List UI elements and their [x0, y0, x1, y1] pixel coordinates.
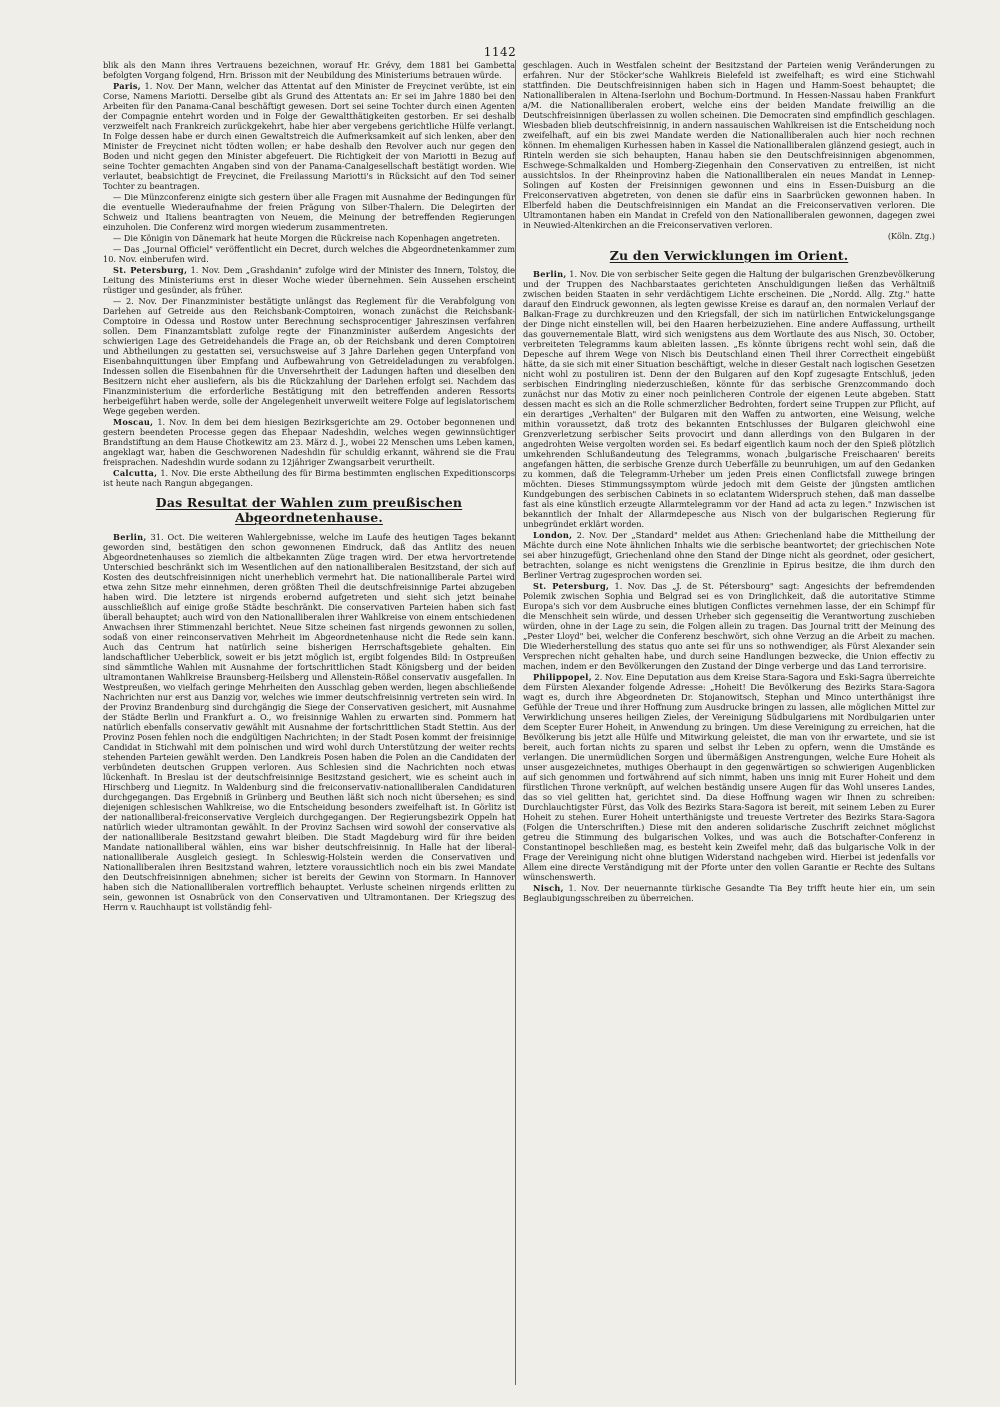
dateline: Paris, [113, 81, 141, 91]
paragraph-text: — Das „Journal Officiel" veröffentlicht ein Decret, durch welches die Abgeordnetenkammer zum 10. Nov. einberufen wird. [103, 244, 515, 264]
dateline: Philippopel, [533, 672, 592, 683]
section-heading: Zu den Verwicklungen im Orient. [609, 248, 849, 263]
paragraph-text: 1. Nov. Die erste Abtheilung des für Birma bestimmten englischen Expeditionscorps ist heute nach Rangun abgegangen. [103, 468, 515, 488]
dateline: Nisch, [533, 883, 564, 894]
news-paragraph [523, 530, 935, 580]
dateline: St. Petersburg, [113, 265, 188, 275]
dateline: Berlin, [533, 269, 567, 280]
paragraph-text: 1. Nov. Das „J. de St. Pétersbourg" sagt: Angesichts der befremdenden Polemik zwischen Sophia und Belgrad sei es von Dringlichkeit, daß die autoritative Stimme Europa's sich vor dem Ausbruche eines blutigen Conflictes vernehmen lasse, der ein Schimpf für die Menschheit sein würde, und dessen Urheber sich gegenseitig die Verantwortung zuschieben würden, ohne in der Lage zu sein, die Folgen allein zu tragen. Das Journal tritt der Meinung des „Pester Lloyd" bei, welcher die Conferenz beschwört, sich ohne Verzug an die Arbeit zu machen. Die Wiederherstellung des status quo ante sei für uns so nothwendiger, als Fürst Alexander sein Versprechen nicht gehalten habe, und durch seine Handlungen bezwecke, die Union effectiv zu machen, indem er den Bevölkerungen den Zustand der Dinge verberge und das Land terrorisire. [523, 581, 935, 672]
left-column [103, 60, 515, 1384]
news-paragraph [103, 244, 515, 264]
news-paragraph [523, 60, 935, 230]
paragraph-text: blik als den Mann ihres Vertrauens bezeichnen, worauf Hr. Grévy, dem 1881 bei Gambetta befolgten Vorgang folgend, Hrn. Brisson mit der Neubildung des Ministeriums betrauen würde. [103, 60, 515, 80]
paragraph-text: 1. Nov. Der neuernannte türkische Gesandte Tia Bey trifft heute hier ein, um sein Beglaubigungsschreiben zu überreichen. [523, 883, 935, 904]
paragraph-text: 2. Nov. Eine Deputation aus dem Kreise Stara-Sagora und Eski-Sagra überreichte dem Fürsten Alexander folgende Adresse: „Hoheit! Die Bevölkerung des Bezirks Stara-Sagora wagt es, durch ihre Abgeordneten Dr. Stojanowitsch, Stephan und Minco unterthänigst ihre Gefühle der Treue und ihrer Hoffnung zum Ausdrucke bringen zu lassen, alle möglichen Mittel zur Verwirklichung unseres heiligen Zieles, der Vereinigung Südbulgariens mit Nordbulgarien unter dem Scepter Eurer Hoheit, in Anwendung zu bringen. Um diese Vereinigung zu erreichen, hat die Bevölkerung bis jetzt alle Hülfe und Mitwirkung geleistet, die man von ihr erwartete, und sie ist bereit, auch fortan nichts zu sparen und selbst ihr Leben zu opfern, wenn die Umstände es verlangen. Die unermüdlichen Sorgen und übermäßigen Anstrengungen, welche Eure Hoheit als unser ausgezeichnetes, muthiges Oberhaupt in den gegenwärtigen so schwierigen Augenblicken auf sich genommen und fortwährend auf sich nimmt, haben uns innig mit Eurer Hoheit und dem fürstlichen Throne verknüpft, auf welchen beständig unsere Augen für das Wohl unseres Landes, das so viel gelitten hat, gerichtet sind. Da diese Hoffnung wagen wir Ihnen zu schreiben: Durchlauchtigster Fürst, das Volk des Bezirks Stara-Sagora ist bereit, mit seinem Leben zu Eurer Hoheit zu stehen. Eurer Hoheit unterthänigste und treueste Vertreter des Bezirks Stara-Sagora (Folgen die Unterschriften.) Diese mit den anderen solidarische Zuschrift zeichnet möglichst getreu die Stimmung des bulgarischen Volkes, und was auch die Botschafter-Conferenz in Constantinopel beschließen mag, es besteht kein Zweifel mehr, daß das bulgarische Volk in der Frage der Vereinigung nicht ohne blutigen Widerstand nachgeben wird. Hierbei ist jedenfalls vor Allem eine directe Verständigung mit der Pforte unter den vollen Garantie er Rechte des Sultans wünschenswerth. [523, 672, 935, 883]
news-paragraph [103, 532, 515, 912]
column-divider [515, 60, 516, 1385]
dateline: Berlin, [113, 531, 147, 542]
news-paragraph [103, 192, 515, 232]
dateline: Calcutta, [113, 468, 158, 478]
paragraph-text: 2. Nov. Der „Standard" meldet aus Athen: Griechenland habe die Mittheilung der Mächte durch eine Note ähnlichen Inhalts wie die serbische beantwortet; der griechischen Note sei aber hinzugefügt, Griechenland ohne den Stand der Dinge nicht als geordnet, oder gesichert, betrachten, solange es nicht wenigstens die Grenzlinie in Epirus besitze, die ihm durch den Berliner Vertrag zugesprochen worden sei. [523, 530, 935, 581]
dateline: London, [533, 530, 573, 541]
paragraph-text: 1. Nov. Die von serbischer Seite gegen die Haltung der bulgarischen Grenzbevölkerung und der Truppen des Nachbarstaates gerichteten Anschuldigungen ließen das Verhältniß zwischen beiden Staaten in sehr verdächtigem Lichte erscheinen. Die „Nordd. Allg. Ztg." hatte darauf den Eindruck gewonnen, als legten gewisse Kreise es darauf an, den normalen Verlauf der Balkan-Frage zu durchkreuzen und den Kriegsfall, der sich im natürlichen Entwickelungsgange der Dinge nicht einstellen will, bei den Haaren herbeizuziehen. Eine andere Auffassung, urtheilt das gouvernementale Blatt, wird sich wenigstens aus dem Wortlaute des aus Nisch, 30. October, verbreiteten Telegramms kaum ableiten lassen. „Es könnte übrigens recht wohl sein, daß die Depesche auf ihrem Wege von Nisch bis Deutschland einen Theil ihrer Correctheit eingebüßt hätte, da sie sich mit einer Situation beschäftigt, welche in dieser Gestalt nach logischen Gesetzen nicht wohl zu postuliren ist. Denn der den Bulgaren auf den Kopf zugesagte Entschluß, jeden serbischen Eindringling niederzuschießen, könnte für das serbische Grenzcommando doch zunächst nur das Motiv zu einer noch peinlicheren Controle der eigenen Leute abgeben. Statt dessen macht es sich an die Rolle schmerzlicher Bedrohten, fordert seine Truppen zur Pflicht, auf ein derartiges „Verhalten" der Bulgaren mit den Waffen zu antworten, eine Weisung, welche mithin voraussetzt, daß trotz des bekannten Entschlusses der Bulgaren gleichwohl eine Grenzverletzung serbischer Seits provocirt und dann allerdings von den Bulgaren in der angedrohten Weise vergolten worden sei. Es bedarf eigentlich kaum noch der den Spieß plötzlich umkehrenden Schlußandeutung des Telegramms, wonach ‚bulgarische Freischaaren' bereits angefangen hätten, die serbische Grenze durch Ueberfälle zu beunruhigen, um auf den Gedanken zu kommen, daß die Telegramm-Urheber um jeden Preis einen Conflictsfall zuwege bringen möchten. Dieses Stimmungssymptom würde jedoch mit dem Geiste der jüngsten amtlichen Kundgebungen des serbischen Cabinets in so eclatantem Widerspruch stehen, daß man dasselbe fast als eine künstlich erzeugte Allarmtelegramm vor der Hand ad acta zu legen." Inzwischen ist bekanntlich der Inhalt der Allarmdepesche aus Nisch von der bulgarischen Regierung für unbegründet erklärt worden. [523, 269, 935, 530]
news-paragraph [103, 81, 515, 191]
dateline: St. Petersburg, [533, 581, 610, 592]
paragraph-text: — Die Münzconferenz einigte sich gestern über alle Fragen mit Ausnahme der Bedingungen für die eventuelle Wiederaufnahme der freien Prägung von Silber-Thalern. Die Delegirten der Schweiz und Italiens beantragten von Neuem, die Meinung der betreffenden Regierungen einzuholen. Die Conferenz wird morgen wiederum zusammentreten. [103, 192, 515, 232]
news-paragraph [103, 468, 515, 488]
source-citation: (Köln. Ztg.) [887, 231, 935, 241]
news-paragraph [103, 233, 515, 243]
dateline: Moscau, [113, 417, 154, 427]
paragraph-text: — 2. Nov. Der Finanzminister bestätigte unlängst das Reglement für die Verabfolgung von Darlehen auf Getreide aus den Reichsbank-Comptoiren, wonach zunächst die Reichsbank-Comptoire in Odessa und Rostow unter Berechnung sechsprocentiger Jahreszinsen verfahren sollen. Dem Finanzamtsblatt zufolge regte der Finanzminister außerdem Angesichts der schwierigen Lage des Getreidehandels die Frage an, ob der Reichsbank und deren Comptoiren und Abtheilungen zu gestatten sei, versuchsweise auf 3 Jahre Darlehen gegen Unterpfand von Eisenbahnquittungen über Empfang und Aufbewahrung von Getreideladungen zu verabfolgen. Indessen sollen die Eisenbahnen für die Unversehrtheit der Ladungen haften und dieselben den Besitzern nicht eher ausliefern, als bis die Rückzahlung der Darlehen erfolgt sei. Nachdem das Finanzministerium die erforderliche Bestätigung mit den betreffenden anderen Ressorts herbeigeführt haben werde, solle der Angelegenheit unverweilt weitere Folge auf legislatorischem Wege gegeben werden. [103, 296, 515, 416]
news-paragraph [523, 883, 935, 903]
news-paragraph [103, 60, 515, 80]
news-paragraph [103, 417, 515, 467]
paragraph-text: 1. Nov. Der Mann, welcher das Attentat auf den Minister de Freycinet verübte, ist ein Corse, Namens Mariotti. Derselbe gibt als Grund des Attentats an: Er sei im Jahre 1880 bei den Arbeiten für den Panama-Canal beschäftigt gewesen. Dort sei seine Tochter durch einen Agenten der Compagnie entehrt worden und in Folge der Gewaltthätigkeiten gestorben. Er sei deshalb verzweifelt nach Frankreich zurückgekehrt, habe hier aber vergebens gerichtliche Hülfe verlangt. In Folge dessen habe er durch einen Gewaltstreich die Aufmerksamkeit auf sich lenken, aber den Minister de Freycinet nicht tödten wollen; er habe deshalb den Revolver auch nur gegen den Boden und nicht gegen den Minister abgefeuert. Die Richtigkeit der von Mariotti in Bezug auf seine Tochter gemachten Angaben sind von der Panama-Canalgesellschaft bestätigt worden. Wie verlautet, beabsichtigt de Freycinet, die Freilassung Mariotti's in Rücksicht auf den Tod seiner Tochter zu beantragen. [103, 81, 515, 191]
section-heading: Das Resultat der Wahlen zum preußischen Abgeordnetenhause. [155, 495, 463, 526]
news-paragraph [523, 581, 935, 671]
news-paragraph [523, 672, 935, 882]
paragraph-text: — Die Königin von Dänemark hat heute Morgen die Rückreise nach Kopenhagen angetreten. [113, 233, 500, 243]
paragraph-text: 1. Nov. In dem bei dem hiesigen Bezirksgerichte am 29. October begonnenen und gestern beendeten Processe gegen das Ehepaar Nadeshdin, welches wegen gewinnsüchtiger Brandstiftung an dem Hause Chotkewitz am 23. März d. J., wobei 22 Menschen ums Leben kamen, angeklagt war, haben die Geschworenen Nadeshdin für schuldig erkannt, während sie die Frau freisprachen. Nadeshdin wurde sodann zu 12jähriger Zwangsarbeit verurtheilt. [103, 417, 515, 467]
paragraph-text: geschlagen. Auch in Westfalen scheint der Besitzstand der Parteien wenig Veränderungen zu erfahren. Nur der Stöcker'sche Wahlkreis Bielefeld ist zweifelhaft; es wird eine Stichwahl stattfinden. Die Deutschfreisinnigen haben sich in Hagen und Hamm-Soest behauptet; die Nationalliberalen in Altena-Iserlohn und Bochum-Dortmund. In Hessen-Nassau haben Frankfurt a/M. die Nationalliberalen erobert, welche eins der beiden Mandate freiwillig an die Deutschfreisinnigen überlassen zu wollen scheinen. Die Democraten sind empfindlich geschlagen. Wiesbaden blieb deutschfreisinnig, in andern nassauischen Wahlkreisen ist die Entscheidung noch zweifelhaft, auf ein bis zwei Mandate werden die Nationalliberalen auch hier noch rechnen können. Im ehemaligen Kurhessen haben in Kassel die Nationalliberalen glänzend gesiegt, auch in Rinteln werden sie sich behaupten, Hanau haben sie den Deutschfreisinnigen abgenommen, Eschwege-Schmalkalden und Homberg-Ziegenhain den Conservativen zu entreißen, ist nicht aussichtslos. In der Rheinprovinz haben die Nationalliberalen ein neues Mandat in Lennep-Solingen auf Kosten der Freisinnigen gewonnen und eins in Essen-Duisburg an die Freiconservativen abgetreten, von denen sie dafür eins in Saarbrücken gewonnen haben. In Elberfeld haben die Deutschfreisinnigen ein Mandat an die Freiconservativen verloren. Die Ultramontanen haben ein Mandat in Crefeld von den Nationalliberalen gewonnen, dagegen zwei in Neuwied-Altenkirchen an die Freiconservativen verloren. [523, 60, 935, 230]
page-number: 1142 [483, 45, 517, 59]
paragraph-text: 1. Nov. Dem „Grashdanin" zufolge wird der Minister des Innern, Tolstoy, die Leitung des Ministeriums erst in dieser Woche wieder übernehmen. Sein Aussehen erscheint rüstiger und gesünder, als früher. [103, 265, 515, 295]
right-column [523, 60, 935, 1384]
paragraph-text: 31. Oct. Die weiteren Wahlergebnisse, welche im Laufe des heutigen Tages bekannt geworden sind, bestätigen den schon gewonnenen Eindruck, daß das Antlitz des neuen Abgeordnetenhauses so ziemlich die altbekannten Züge tragen wird. Der etwa hervortretende Unterschied beschränkt sich im Wesentlichen auf den nationalliberalen Besitzstand, der sich auf Kosten des deutschfreisinnigen nicht unerheblich vermehrt hat. Die nationalliberale Partei wird etwa zehn Sitze mehr einnehmen, deren größten Theil die deutschfreisinnige Partei abzugeben haben wird. Die letztere ist nirgends erobernd aufgetreten und sieht sich jetzt beinahe ausschließlich auf einige große Städte beschränkt. Die conservativen Parteien haben sich fast überall behauptet; auch wird von den Nationalliberalen ihrer Wahlkreise von einem entschiedenen Anwachsen ihrer Stimmenzahl berichtet. Neue Sitze scheinen fast nirgends gewonnen zu sollen, sodaß von einer reinconservativen Mehrheit im Abgeordnetenhause nicht die Rede sein kann. Auch das Centrum hat natürlich seine bisherigen Herrschaftsgebiete gehalten. Ein landschaftlicher Ueberblick, soweit er bis jetzt möglich ist, ergibt folgendes Bild: In Ostpreußen sind sämmtliche Wahlen mit Ausnahme der fortschrittlichen Stadt Königsberg und der beiden ultramontanen Wahlkreise Braunsberg-Heilsberg und Allenstein-Rößel conservativ ausgefallen. In Westpreußen, wo vielfach geringe Mehrheiten den Ausschlag geben werden, liegen abschließende Nachrichten nur erst aus Danzig vor, welches wie immer deutschfreisinnig vertreten sein wird. In der Provinz Brandenburg sind durchgängig die Siege der Conservativen gesichert, mit Ausnahme der Städte Berlin und Frankfurt a. O., wo freisinnige Wahlen zu erwarten sind. Pommern hat natürlich ebenfalls conservativ gewählt mit Ausnahme der fortschrittlichen Stadt Stettin. Aus der Provinz Posen fehlen noch die endgültigen Nachrichten; in der Stadt Posen kommt der freisinnige Candidat in Stichwahl mit dem polnischen und wird wohl durch Unterstützung der weiter rechts stehenden Parteien gewählt werden. Den Landkreis Posen haben die Polen an die Candidaten der verbündeten deutschen Gruppen verloren. Aus Schlesien sind die Nachrichten noch etwas lückenhaft. In Breslau ist der deutschfreisinnige Besitzstand gesichert, wie es scheint auch in Hirschberg und Liegnitz. In Waldenburg sind die freiconservativ-nationalliberalen Candidaturen durchgegangen. Das Ergebniß in Grünberg und Beuthen läßt sich noch nicht übersehen; es sind diejenigen schlesischen Wahlkreise, wo die Entscheidung besonders zweifelhaft ist. In Görlitz ist der nationalliberal-freiconservative Vergleich durchgegangen. Der Regierungsbezirk Oppeln hat natürlich wieder ultramontan gewählt. In der Provinz Sachsen wird sowohl der conservative als der nationalliberale Besitzstand gewahrt bleiben. Die Stadt Magdeburg wird für ihre beiden Mandate nationalliberal wählen, eins war bisher deutschfreisinnig. In Halle hat der liberal-nationalliberale Ausgleich gesiegt. In Schleswig-Holstein werden die Conservativen und Nationalliberalen ihren Besitzstand wahren, letztere voraussichtlich noch ein bis zwei Mandate den Deutschfreisinnigen abnehmen; sicher ist bereits der Gewinn von Stormarn. In Hannover haben sich die Nationalliberalen vortrefflich behauptet. Verluste scheinen nirgends erlitten zu sein, gewonnen ist Osnabrück von den Conservativen und Ultramontanen. Der Kriegszug des Herrn v. Rauchhaupt ist vollständig fehl- [103, 531, 515, 912]
news-paragraph [103, 296, 515, 416]
news-paragraph [523, 269, 935, 529]
news-paragraph [103, 265, 515, 295]
